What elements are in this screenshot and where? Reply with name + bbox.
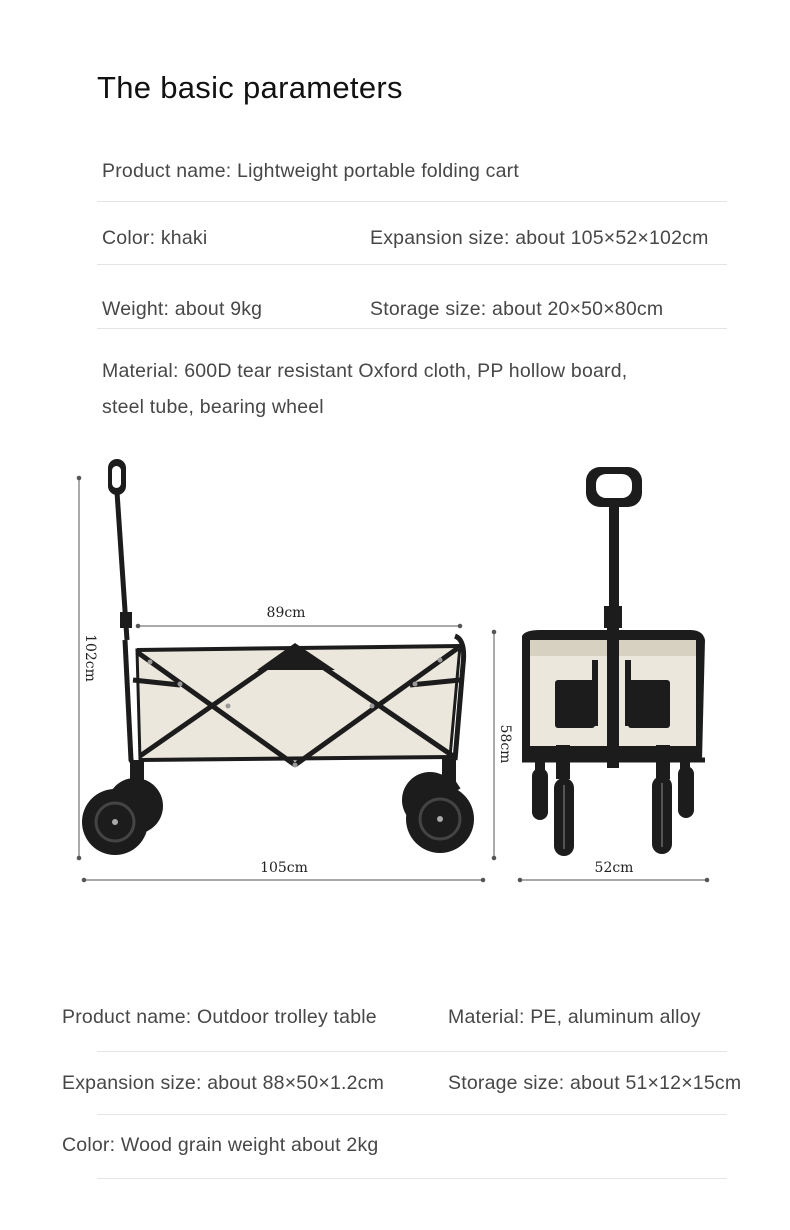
front-height-label: 58cm: [497, 724, 513, 764]
cart-front-view: [522, 467, 705, 856]
table-storage-size: Storage size: about 51×12×15cm: [448, 1072, 742, 1094]
cart-material-line2: steel tube, bearing wheel: [102, 396, 324, 418]
front-width-label: 52cm: [594, 860, 634, 876]
table-expansion-size: Expansion size: about 88×50×1.2cm: [62, 1072, 385, 1094]
length-label: 105cm: [260, 860, 308, 876]
cart-weight: Weight: about 9kg: [102, 298, 263, 320]
cup-pocket-left: [555, 680, 595, 728]
divider: [97, 1051, 727, 1052]
page-title: The basic parameters: [97, 70, 403, 105]
table-color-weight: Color: Wood grain weight about 2kg: [62, 1134, 379, 1156]
divider: [97, 1114, 727, 1115]
wheel-rear-right: [678, 766, 694, 818]
cup-pocket-right: [628, 680, 670, 728]
height-label: 102cm: [82, 634, 98, 682]
cart-side-view: [82, 459, 474, 855]
cart-storage-size: Storage size: about 20×50×80cm: [370, 298, 664, 320]
cart-color: Color: khaki: [102, 227, 208, 249]
table-product-name: Product name: Outdoor trolley table: [62, 1006, 377, 1028]
wheel-rear-left: [532, 768, 548, 820]
cart-expansion-size: Expansion size: about 105×52×102cm: [370, 227, 709, 249]
cart-material-line1: Material: 600D tear resistant Oxford cloth, PP hollow board,: [102, 360, 628, 382]
divider: [97, 1178, 727, 1179]
top-width-label: 89cm: [266, 605, 306, 621]
table-material: Material: PE, aluminum alloy: [448, 1006, 701, 1028]
cart-product-name: Product name: Lightweight portable folding cart: [102, 160, 519, 182]
